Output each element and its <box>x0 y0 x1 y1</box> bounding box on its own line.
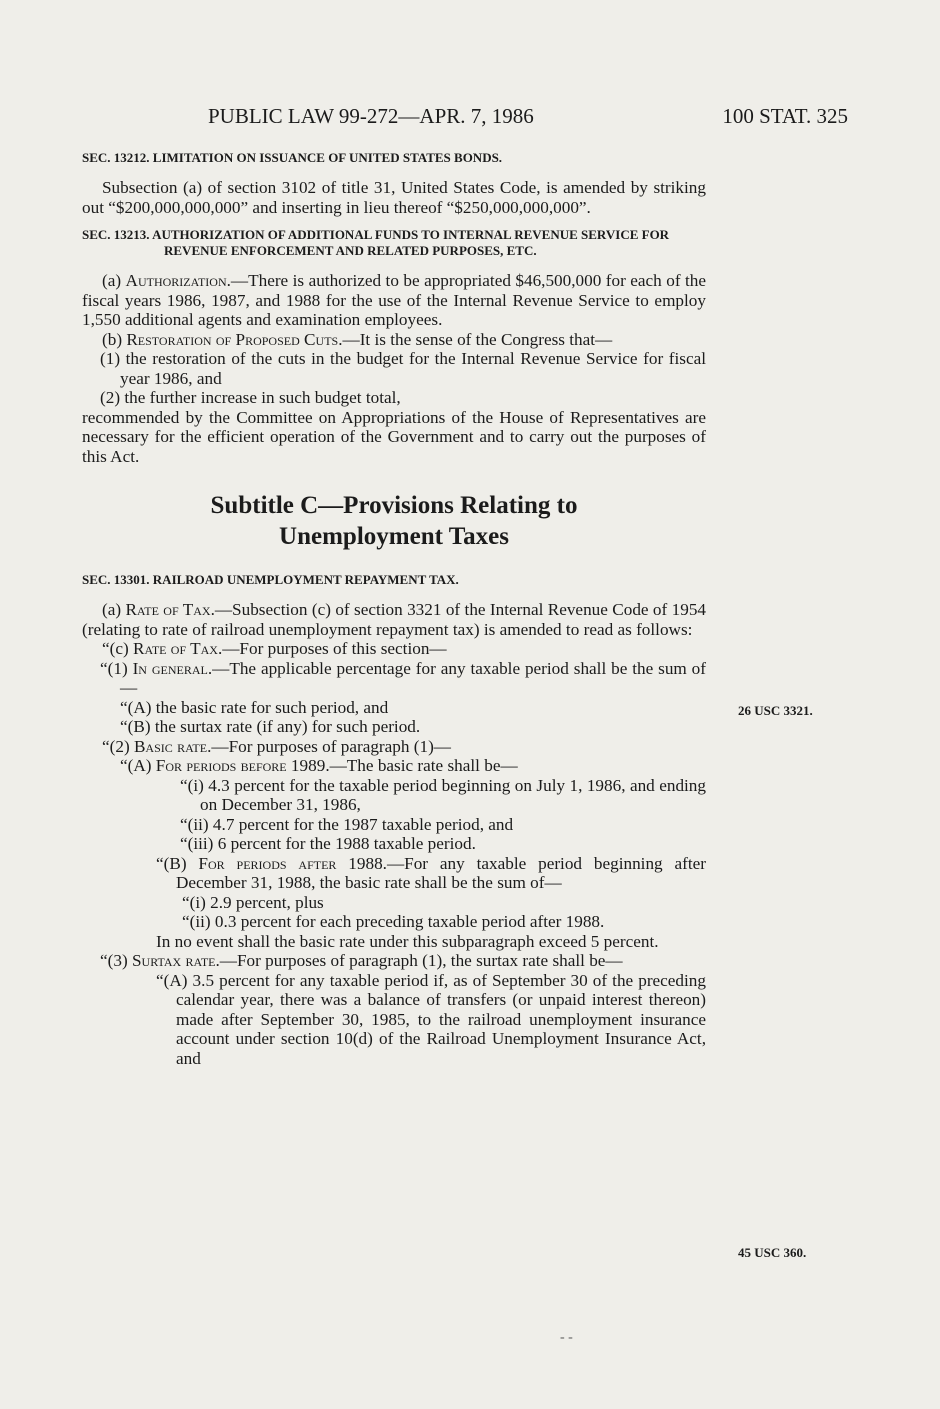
paragraph-1 <box>82 659 706 698</box>
margin-note-45-usc-360: 45 USC 360. <box>738 1245 807 1260</box>
paragraph-1-b: “(B) the surtax rate (if any) for such period. <box>120 717 421 736</box>
paragraph-2-tail: In no event shall the basic rate under this subparagraph exceed 5 percent. <box>156 931 659 951</box>
paragraph-2-text: .—For purposes of paragraph (1)— <box>207 736 451 756</box>
paragraph-3-text: .—For purposes of paragraph (1), the surtax rate shall be— <box>215 951 623 970</box>
paragraph-2-a-ii: “(ii) 4.7 percent for the 1987 taxable period, and <box>180 814 514 834</box>
subsection-a-heading: Authorization <box>125 271 227 290</box>
sec-13301-heading: SEC. 13301. RAILROAD UNEMPLOYMENT REPAYMENT TAX. <box>82 572 459 587</box>
paragraph-3-a: “(A) 3.5 percent for any taxable period if, as of September 30 of the preceding calendar year, there was a balance of transfers (or unpaid interest thereon) made after September 30, 1985, to the railroad unemployment insurance account under section 10(d) of the Railroad Unemployment Insurance Act, and <box>156 970 706 1068</box>
sec-13213-b1: (1) the restoration of the cuts in the budget for the Internal Revenue Service for fiscal year 1986, and <box>100 349 706 388</box>
prefix: “(2) <box>102 736 134 756</box>
subsection-c <box>82 639 706 659</box>
prefix: “(B) <box>156 853 199 873</box>
rate-of-tax-heading: Rate of Tax <box>125 600 211 619</box>
header-stat-page: 100 STAT. 325 <box>722 104 848 128</box>
subsection-c-heading: Rate of Tax <box>133 639 218 658</box>
sec-13213-heading: SEC. 13213. AUTHORIZATION OF ADDITIONAL FUNDS TO INTERNAL REVENUE SERVICE FOR REVENUE ENFORCEMENT AND RELATED PURPOSES, ETC. <box>82 227 670 258</box>
paragraph-2 <box>82 737 706 757</box>
subtitle-line-1: Subtitle C—Provisions Relating to <box>210 492 578 519</box>
sec-13213-subsection-b: (b) Restoration of Proposed Cuts.—It is the sense of the Congress that— <box>102 329 613 349</box>
prefix: “(3) <box>100 951 132 970</box>
subsection-b-heading: Restoration of Proposed Cuts <box>126 329 339 349</box>
subsection-c-text: .—For purposes of this section— <box>217 639 447 658</box>
paragraph-2-a-text: .—The basic rate shall be— <box>325 756 518 775</box>
sec-13213-subsection-a: (a) Authorization.—There is authorized to be appropriated $46,500,000 for each of the fiscal years 1986, 1987, and 1988 for the use of the Internal Revenue Service to employ 1,550 additional agents and examination employees. <box>82 271 707 329</box>
subsection-b-text: .—It is the sense of the Congress that— <box>338 329 613 349</box>
sec-13212-body: Subsection (a) of section 3102 of title 31, United States Code, is amended by striking out “$200,000,000,000” and inserting in lieu thereof “$250,000,000,000”. <box>82 178 706 217</box>
paragraph-3 <box>82 951 706 971</box>
paragraph-1-text: .—The applicable percentage for any taxable period shall be the sum of— <box>120 658 706 697</box>
main-text-column <box>82 150 706 1068</box>
paragraph-2-a-iii: “(iii) 6 percent for the 1988 taxable period. <box>180 834 476 853</box>
subtitle-line-2: Unemployment Taxes <box>279 523 509 550</box>
paragraph-2-b-i: “(i) 2.9 percent, plus <box>182 892 324 912</box>
paragraph-3-heading: Surtax rate <box>131 951 216 970</box>
paragraph-1-heading: In general <box>132 658 208 678</box>
prefix: “(A) <box>120 756 156 775</box>
paragraph-2-b <box>82 854 706 893</box>
paragraph-2-b-heading: For periods after 1988 <box>198 853 383 873</box>
paragraph-2-heading: Basic rate <box>133 736 208 756</box>
footer-mark: - - <box>560 1330 573 1345</box>
margin-note-26-usc-3321: 26 USC 3321. <box>738 703 813 718</box>
paragraph-1-a: “(A) the basic rate for such period, and <box>120 697 389 717</box>
header-public-law: PUBLIC LAW 99-272—APR. 7, 1986 <box>208 104 534 128</box>
prefix: “(1) <box>100 658 133 678</box>
subtitle-heading <box>82 490 706 552</box>
prefix: (a) <box>102 600 126 619</box>
paragraph-2-b-text: .—For any taxable period beginning after December 31, 1988, the basic rate shall be the sum of— <box>176 853 706 892</box>
rate-of-tax-text: .—Subsection (c) of section 3321 of the Internal Revenue Code of 1954 (relating to rate of railroad unemployment repayment tax) is amended to read as follows: <box>82 600 707 639</box>
paragraph-2-a <box>82 756 706 776</box>
sec-13213-tail: recommended by the Committee on Appropriations of the House of Representatives are necessary for the efficient operation of the Government and to carry out the purposes of this Act. <box>82 407 706 466</box>
sec-13301-subsection-a <box>82 600 706 639</box>
paragraph-2-a-heading: For periods before 1989 <box>155 756 326 775</box>
sec-13213-b2: (2) the further increase in such budget total, <box>100 388 401 407</box>
sec-13212-heading: SEC. 13212. LIMITATION ON ISSUANCE OF UNITED STATES BONDS. <box>82 150 503 165</box>
paragraph-2-b-ii: “(ii) 0.3 percent for each preceding taxable period after 1988. <box>182 912 605 931</box>
running-header <box>82 104 848 134</box>
subsection-a-text: .—There is authorized to be appropriated $46,500,000 for each of the fiscal years 1986, 1987, and 1988 for the use of the Internal Revenue Service to employ 1,550 additional agents and examination employees. <box>82 271 707 329</box>
paragraph-2-a-i: “(i) 4.3 percent for the taxable period beginning on July 1, 1986, and ending on December 31, 1986, <box>180 775 706 814</box>
prefix: “(c) <box>102 639 134 658</box>
